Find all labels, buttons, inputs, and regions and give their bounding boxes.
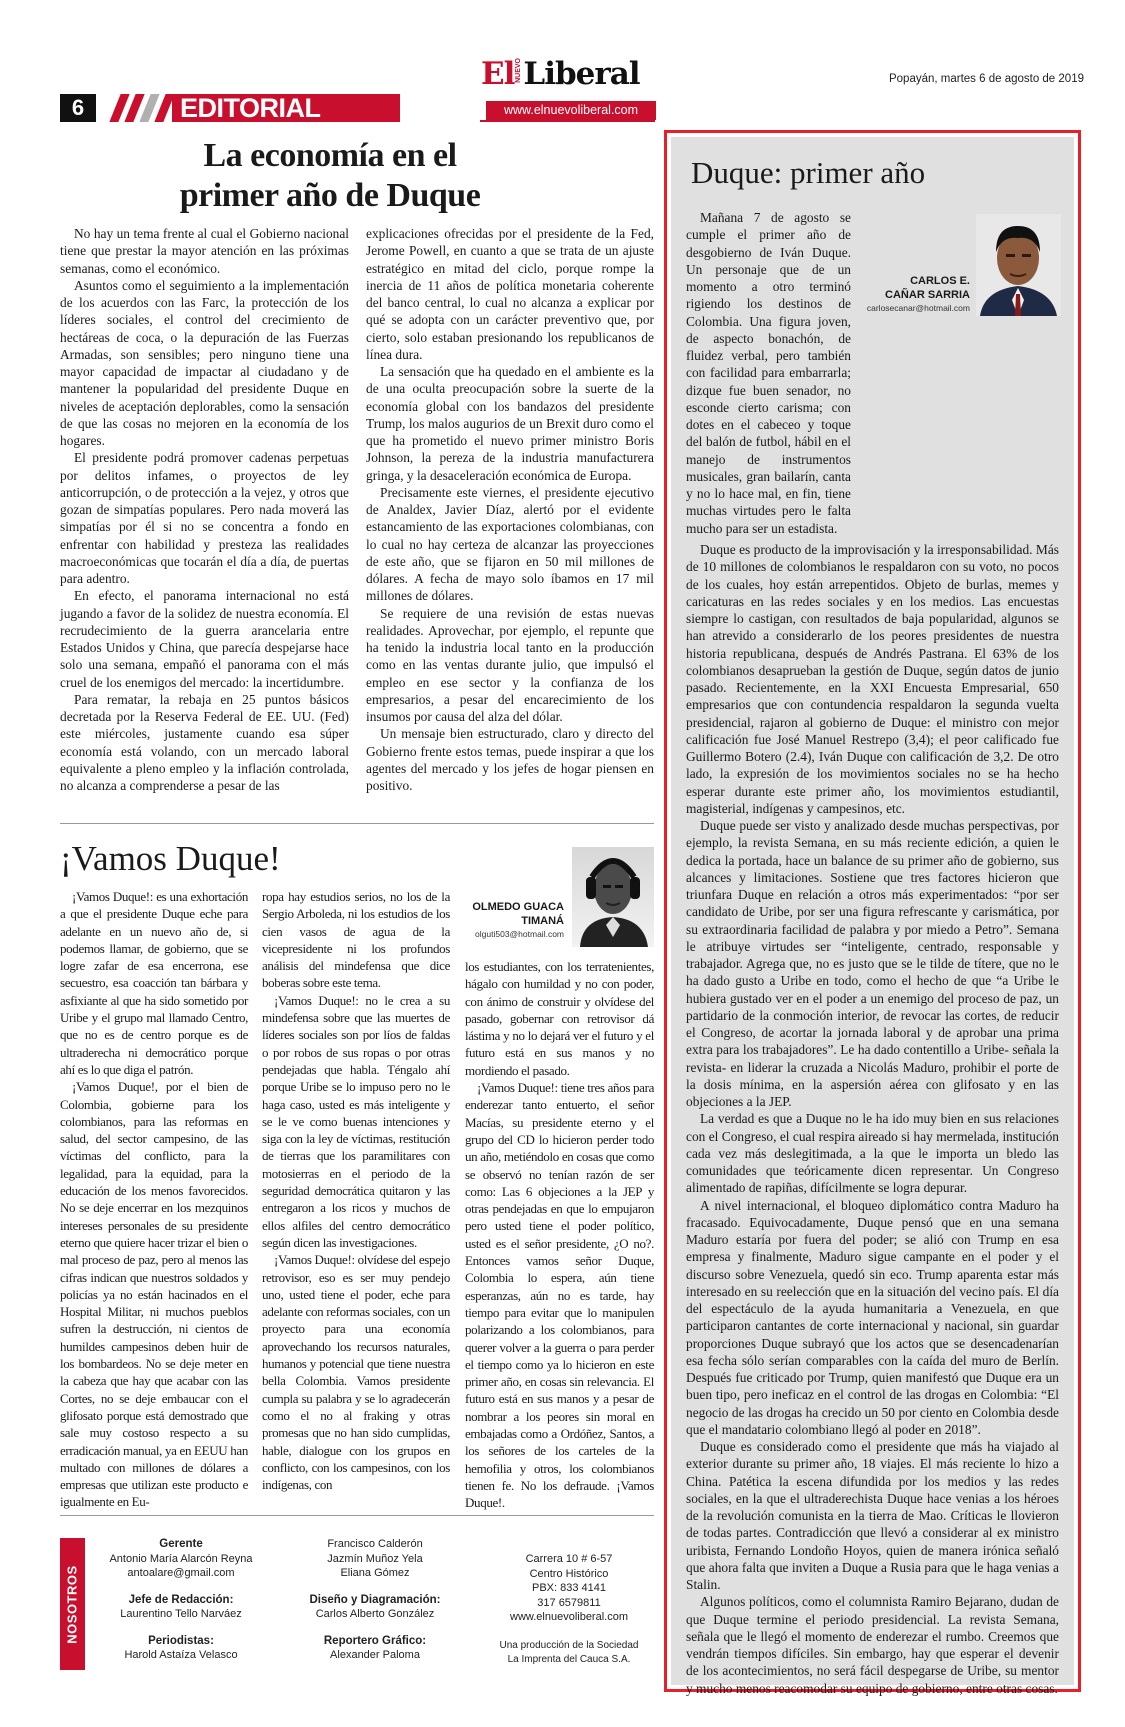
paragraph: ¡Vamos Duque!, por el bien de Colombia, gobierne para los colombianos, para las reformas en salud, del sector campesino, de las víctimas del conflicto, para la legalidad, para la equidad, para la educación de los menos favorecidos. No se deje encerrar en los mezquinos intereses personales de su presidente eterno que quiere hacer trizar el bien o mal proceso de paz, pero al menos las cifras indican que nuestros soldados y policías ya no están hacinados en el Hospital Militar, ni muchos pueblos sufren la destrucción, ni cientos de humildes campesinos deben huir de los bombardeos. No se deje meter en la cabeza que hay que acabar con las Cortes, no se deje embaucar con el glifosato porque está demostrado que sale muy costoso respecto a su erradicación manual, ya en EEUU han multado con millones de dólares a empresas que utilizan este producto e igualmente en Eu- <box>60 1079 248 1510</box>
paragraph: No hay un tema frente al cual el Gobierno nacional tiene que prestar la mayor atención en las próximas semanas, como el económico. <box>60 226 349 276</box>
header-rule <box>480 120 655 122</box>
page-number: 6 <box>60 94 96 122</box>
paragraph: ¡Vamos Duque!: no le crea a su mindefensa sobre que las muertes de líderes sociales son por líos de faldas o por robos de sus ropas o por otras pendejadas que habla. Téngalo ahí porque Uribe se lo impuso pero no le haga caso, usted es más inteligente y se le ve como buenas intenciones y siga con la ley de víctimas, restitución de tierras que los paramilitares con motosierras en el periodo de la seguridad democrática quitaron y las entregaron a los ricos y muchos de ellos alfiles del centro democrático según dicen las investigaciones. <box>262 992 450 1250</box>
portrait-icon <box>976 214 1061 316</box>
paragraph: ¡Vamos Duque!: olvídese del espejo retrovisor, eso es ser muy pendejo uno, usted tiene el poder, eche para adelante con reformas sociales, con un proyecto para una economía aprovechando los recursos naturales, humanos y potencial que tiene nuestra bella Colombia. Vamos presidente cumpla su palabra y se lo agradecerán como el no al fraking y otras promesas que no han sido cumplidas, hable, dialogue con los grupos en conflicto, con los campesinos, con los indígenas, con <box>262 1252 450 1493</box>
paragraph: La verdad es que a Duque no le ha ido muy bien en sus relaciones con el Congreso, el cual respira aireado si hay mermelada, institución cada vez más deslegitimada, a la que le importa un bledo las comunidades que teóricamente dicen representar. Un Congreso alimentado de rapiñas, difícilmente se logra depurar. <box>686 1111 1059 1196</box>
author-name: CARLOS E. <box>910 275 970 287</box>
author-email: carlosecanar@hotmail.com <box>866 303 970 313</box>
staff-label: Reportero Gráfico: <box>323 1634 427 1647</box>
author-photo <box>572 847 654 947</box>
paragraph: Asuntos como el seguimiento a la implementación de los acuerdos con las Farc, la protección de los líderes sociales, el control del crecimiento de hectáreas de coca, o la depuración de las Fuerzas Armadas, son sensibles; pero ninguno tiene una mayor capacidad de impactar al ciudadano y de mantener la popularidad del presidente Duque en niveles de aceptación deplorables, como la sensación de que las cosas no mejoren en la economía de los hogares. <box>60 277 349 448</box>
vamos-column-3 <box>465 958 654 1512</box>
address-line: Carrera 10 # 6-57 <box>525 1553 613 1565</box>
editorial-title-line: primer año de Duque <box>179 177 481 214</box>
staff-name: Carlos Alberto González <box>315 1608 435 1620</box>
address-line: Centro Histórico <box>529 1567 609 1580</box>
staff-label: Gerente <box>159 1538 203 1550</box>
section-title: EDITORIAL <box>172 94 400 122</box>
staff-name: Eliana Gómez <box>340 1567 410 1579</box>
divider <box>60 1515 654 1516</box>
production-line: Una producción de la Sociedad <box>499 1639 639 1651</box>
staff-name: Francisco Calderón <box>327 1538 423 1550</box>
box-body <box>686 541 1059 1697</box>
newspaper-logo <box>481 56 640 92</box>
paragraph: Duque puede ser visto y analizado desde muchas perspectivas, por ejemplo, la revista Semana, en su más reciente edición, a quien le dedica la portada, hace un balance de su primer año de gobierno, sus alcances y limitaciones. Sostiene que tres factores hicieron que triunfara Duque en relación a otros más experimentados: “por ser candidato de Uribe, por ser una figura refrescante y carismática, por su extraordinaria facilidad de palabra y por miedo a Petro”. Semana le atribuye virtudes ser “inteligente, centrado, responsable y trabajador. Agrega que, no es justo que se le tilde de títere, que no le ha dado gusto a Uribe en todo, como el hecho de que “a Uribe le hubiera gustado ver en el poder a un enemigo del proceso de paz, un partidario de la conmoción interior, de revocar las cortes, de reducir el Congreso, de acortar la jornada laboral y de aprobar una prima extra para los trabajadores”. Le ha dado contentillo a Uribe- señala la revista- en liderar la cruzada a Nicolás Maduro, prohibir el porte de la dosis mínima, en la aspersión aérea con glifosato y en las objeciones a la JEP. <box>686 818 1059 1109</box>
paragraph: Precisamente este viernes, el presidente ejecutivo de Analdex, Javier Díaz, alertó por el evidente estancamiento de las exportaciones colombianas, con lo cual no hay certeza de alcanzar las proyecciones de este año, que se fijaron en 50 mil millones de dólares. A fecha de mayo solo íbamos en 17 mil millones de dólares. <box>366 484 654 604</box>
website-link[interactable]: www.elnuevoliberal.com <box>486 101 656 120</box>
paragraph: Duque es producto de la improvisación y la irresponsabilidad. Más de 10 millones de colombianos le respaldaron con su voto, no pocos de los cuales, hoy están arrepentidos. Objeto de burlas, memes y caricaturas en las redes sociales y en los medios. Las encuestas siempre lo castigan, con resultados de baja popularidad, algunos se han atrevido a considerarlo de los peores presidentes de nuestra historia republicana, después de Andrés Pastrana. El 63% de los colombianos desaprueban la gestión de Duque, según datos de junio pasado. Recientemente, en la XXI Encuesta Empresarial, 650 empresarios que con contundencia respaldaron la segunda vuelta presidencial, rajaron al gobierno de Duque: el ministro con mejor calificación fue José Manuel Restrepo (3,4); el peor calificado fue Guillermo Botero (2.4), Iván Duque con calificación de 3,2. De otro lado, la expresión de los movimientos sociales no se ha hecho esperar durante este primer año, los movimientos estudiantil, magisterial, indígenas y campesinos, etc. <box>686 542 1059 816</box>
editorial-column-1 <box>60 225 349 794</box>
paragraph: Un mensaje bien estructurado, claro y directo del Gobierno frente estos temas, puede inspirar a que los agentes del mercado y los jefes de hogar piensen en positivo. <box>366 726 654 793</box>
author-photo <box>976 214 1061 316</box>
vamos-byline <box>460 900 564 940</box>
logo-nuevo: NUEVO <box>515 58 523 83</box>
staff-col-2 <box>290 1537 460 1663</box>
production-line: La Imprenta del Cauca S.A. <box>507 1654 631 1665</box>
vamos-column-1 <box>60 888 248 1511</box>
author-name: CAÑAR SARRIA <box>885 289 970 301</box>
paragraph: Para rematar, la rebaja en 25 puntos básicos decretada por la Reserva Federal de EE. UU. (Fed) este miércoles, justamente cuando esa súper economía está volando, con un mercado laboral equivalente a pleno empleo y la inflación controlada, no alcanza a comprenderse a pesar de las <box>60 691 349 793</box>
box-title: Duque: primer año <box>691 155 926 190</box>
staff-col-3 <box>484 1552 654 1668</box>
paragraph: La sensación que ha quedado en el ambiente es la de una oculta preocupación sobre la suerte de la economía global con los bandazos del presidente Trump, los malos augurios de un Brexit duro como el que ha prometido el nuevo primer ministro Boris Johnson, la pereza de la industria manufacturera gringa, y la desaceleración económica de Europa. <box>366 364 654 483</box>
vamos-column-2 <box>262 888 450 1493</box>
portrait-icon <box>572 847 654 947</box>
section-bar <box>60 94 330 122</box>
author-name: OLMEDO GUACA <box>472 901 564 913</box>
paragraph: Mañana 7 de agosto se cumple el primer año de desgobierno de Iván Duque. Un personaje que de un momento a otro terminó rigiendo los destinos de Colombia. Una figura joven, de aspecto bonachón, de fluidez verbal, pero también con facilidad para embarrarla; dizque fue buen senador, no esconde cierto carisma; con dotes en el cabeceo y toque del balón de futbol, hábil en el manejo de instrumentos musicales, gran bailarín, canta y no lo hace mal, en fin, tiene muchas virtudes pero le falta mucho para ser un estadista. <box>686 210 851 536</box>
box-intro-column <box>686 209 851 537</box>
paragraph: Se requiere de una revisión de estas nuevas realidades. Aprovechar, por ejemplo, el repunte que ha tenido la industria local tanto en la producción como en las ventas durante julio, que impulsó el empleo en ese sector y la confianza de los empresarios, a pesar del encarecimiento de los insumos por causa del alza del dólar. <box>366 605 654 724</box>
staff-label: Periodistas: <box>148 1634 214 1647</box>
author-name: TIMANÁ <box>521 915 564 927</box>
paragraph: explicaciones ofrecidas por el presidente de la Fed, Jerome Powell, en cuanto a que se trata de un ajuste estratégico en mitad del ciclo, porque rompe la inercia de 11 años de política monetaria coherente del banco central, lo cual no alcanza a explicar por qué se adopta con un carácter preventivo que, por cierto, solo estaban presionando los republicanos de línea dura. <box>366 226 654 362</box>
staff-name: Antonio María Alarcón Reyna <box>109 1552 253 1565</box>
paragraph: ¡Vamos Duque!: tiene tres años para enderezar tanto entuerto, el señor Macías, su presidente eterno y el grupo del CD lo hicieron perder todo un año, metiéndolo en cosas que como se observó no tenían razón de ser como: Las 6 objeciones a la JEP y otras pendejadas en que lo empujaron pero usted tiene el poder político, usted es el señor presidente, ¿O no?. Entonces vamos señor Duque, Colombia lo espera, aún tiene esperanzas, aún no es tarde, hay tiempo para evitar que lo manipulen polarizando a los colombianos, para querer volver a la guerra o para perder el tiempo como ya lo hicieron en este primer año, en cosas sin relevancia. El futuro está en sus manos y a pesar de nombrar a los peores sin moral en embajadas como a Ordóñez, Santos, a los señores de los carteles de la hemofilia y otros, los colombianos tienen fe. No los defraude. ¡Vamos Duque!. <box>465 1080 654 1511</box>
divider <box>60 823 654 824</box>
phone-line: PBX: 833 4141 <box>531 1582 606 1594</box>
staff-name: Alexander Paloma <box>330 1649 420 1661</box>
paragraph: El presidente podrá promover cadenas perpetuas por delitos infames, o proyectos de ley anticorrupción, o de protección a la vejez, y otros que gozan de simpatías populares. Pero nada moverá las simpatías por él si no se concentra a fondo en enfrentar con habilidad y presteza las realidades macroeconómicas que tocarán el día a día, de puertas para adentro. <box>60 450 349 586</box>
paragraph: A nivel internacional, el bloqueo diplomático contra Maduro ha fracasado. Equivocadamente, Duque pensó que en una semana Maduro estaría por fuera del poder; se alió con Trump en esa empresa y finalmente, Maduro sigue campante en el poder y el discurso sobre Venezuela, quedó sin eco. Trump aparenta estar más interesado en su reelección que en la situación del vecino país. El día del espectáculo de la ayuda humanitaria a Venezuela, en que participaron cantantes de corte internacional y nacional, sin guardar proporciones Duque subrayó que los actos que se desencadenarían esa fecha sólo serían comparables con la caída del muro de Berlín. Después fue criticado por Trump, quien manifestó que Duque era un buen tipo, pero ineficaz en el control de las drogas en Colombia: “El negocio de las drogas ha crecido un 50 por ciento en Colombia desde que el mandatario colombiano llegó al poder en 2018”. <box>686 1197 1059 1437</box>
author-email: olguti503@hotmail.com <box>475 929 564 939</box>
editorial-column-2 <box>366 225 654 794</box>
editorial-title <box>140 136 520 216</box>
paragraph: ¡Vamos Duque!: es una exhortación a que el presidente Duque eche para adelante en un nuevo año de, si podemos llamar, de gobierno, que se logre zafar de esa encerrona, ese secuestro, esa coacción tan bárbara y asfixiante al que ha sido sometido por Uribe y el grupo mal llamado Centro, que no es de centro porque es de ultraderecha ni democrático porque ahí es lo que diga el patrón. <box>60 889 248 1077</box>
website-link[interactable]: www.elnuevoliberal.com <box>510 1611 628 1623</box>
paragraph: Duque es considerado como el presidente que más ha viajado al exterior durante su primer año, 18 viajes. El más reciente lo hizo a China. Patética la escena difundida por los medios y las redes sociales, en la que el ultraderechista Duque hace venias a los héroes de la revolución comunista en la tierra de Mao. Críticas le llovieron de todas partes. Contradicción que llevó a considerar al ex ministro uribista, Fernando Londoño Hoyos, quien de manera irónica señaló que ahora falta que inviten a Duque a Rusia para que le haga venias a Stalin. <box>686 1439 1059 1592</box>
logo-el: El <box>481 56 515 92</box>
staff-label: Diseño y Diagramación: <box>309 1593 441 1606</box>
nosotros-tab <box>60 1538 85 1670</box>
paragraph: En efecto, el panorama internacional no está jugando a favor de la solidez de nuestra economía. El recrudecimiento de la guerra arancelaria entre Estados Unidos y China, que parecía despejarse hace solo una semana, empañó el panorama con el más cruel de los enemigos del mercado: la incertidumbre. <box>60 588 349 690</box>
logo-liberal: Liberal <box>523 56 640 92</box>
dateline: Popayán, martes 6 de agosto de 2019 <box>888 73 1084 85</box>
paragraph: los estudiantes, con los terratenientes, hágalo con humildad y no con poder, con ánimo de construir y olvídese del pasado, gobernar con retrovisor dá lástima y no lo dejará ver el futuro y el futuro está en sus manos y no mordiendo el pasado. <box>465 959 654 1078</box>
staff-name: Jazmín Muñoz Yela <box>327 1552 423 1565</box>
box-byline <box>860 274 970 314</box>
staff-email[interactable]: antoalare@gmail.com <box>127 1567 235 1579</box>
staff-name: Harold Astaíza Velasco <box>124 1649 238 1661</box>
staff-col-1 <box>96 1537 266 1663</box>
staff-name: Laurentino Tello Narváez <box>120 1608 242 1620</box>
phone-line: 317 6579811 <box>537 1596 601 1609</box>
staff-label: Jefe de Redacción: <box>128 1593 234 1606</box>
paragraph: Algunos políticos, como el columnista Ramiro Bejarano, dudan de que Duque termine el periodo presidencial. La revista Semana, señala que le llegó el momento de enderezar el rumbo. Creemos que vendrán tiempos difíciles. Sin embargo, hay que esperar el devenir de los acontecimientos, no será fácil despegarse de Uribe, su mentor y mucho menos reacomodar su equipo de gobierno, entre otras cosas. <box>686 1594 1059 1696</box>
vamos-title: ¡Vamos Duque! <box>60 839 281 878</box>
editorial-title-line: La economía en el <box>203 137 457 174</box>
nosotros-label: NOSOTROS <box>64 1565 80 1644</box>
paragraph: ropa hay estudios serios, no los de la Sergio Arboleda, ni los estudios de los cien vasos de agua de la vicepresidente ni los profundos análisis del mindefensa que dice boberas sobre este tema. <box>262 889 450 991</box>
